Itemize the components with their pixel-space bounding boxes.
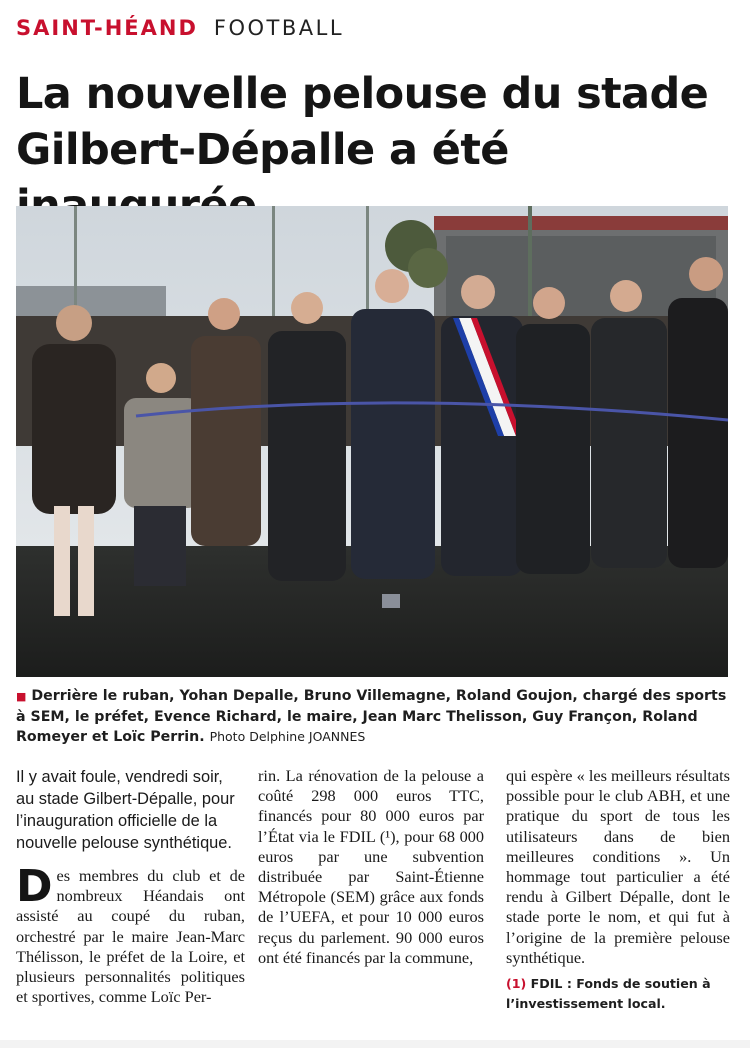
footnote-text: FDIL : Fonds de soutien à l’investissement local. <box>506 976 711 1012</box>
article-photo <box>16 206 728 677</box>
body-col1-text: es membres du club et de nombreux Héandais ont assisté au coupé du ruban, orchestré par le maire Jean-Marc Thélisson, le préfet de la Loire, et plusieurs personnalités politiques et sportives, comme Loïc Per- <box>16 866 245 1007</box>
footnote <box>506 974 730 1014</box>
page-bottom-edge <box>0 1040 750 1048</box>
article-column-3 <box>506 766 730 1014</box>
caption-text: Derrière le ruban, Yohan Depalle, Bruno Villemagne, Roland Goujon, chargé des sports à SEM, le préfet, Evence Richard, le maire, Jean Marc Thelisson, Guy Françon, Roland Romeyer et Loïc Perrin. <box>16 688 727 745</box>
footnote-marker: (1) <box>506 976 527 992</box>
article-headline: La nouvelle pelouse du stade Gilbert-Dépalle a été <box>16 69 709 175</box>
drop-cap: D <box>16 861 53 912</box>
article-lede: Il y avait foule, vendredi soir, au stade Gilbert-Dépalle, pour l’inauguration officielle de la nouvelle pelouse synthétique. <box>16 768 235 852</box>
article-body-col2: rin. La rénovation de la pelouse a coûté 298 000 euros TTC, financés pour 80 000 euros par l’État via le FDIL (¹), pour 68 000 euros par une subvention distribuée par Saint-Étienne Métropole (SEM) grâce aux fonds de l’UEFA, et pour 10 000 euros reçus du parlement. 90 000 euros ont été financés par la commune, <box>258 766 484 967</box>
article-column-1 <box>16 766 245 1007</box>
article-body-col3: qui espère « les meilleurs résultats possible pour le club ABH, et une pratique du sport de tous les utilisateurs dans de bien meilleures conditions ». Un hommage tout particulier a été rendu à Gilbert Dépalle, dont le stade porte le nom, et qui fut à l’origine de la première pelouse synthétique. <box>506 766 730 967</box>
article-body-col1 <box>16 861 245 1007</box>
photo-credit: Photo Delphine JOANNES <box>209 729 366 744</box>
article-rubric <box>16 16 344 44</box>
rubric-city: SAINT-HÉAND <box>16 16 198 40</box>
rubric-section: FOOTBALL <box>213 16 345 40</box>
article-column-2 <box>258 766 484 968</box>
caption-bullet-icon: ■ <box>16 690 27 703</box>
photo-caption <box>16 686 732 747</box>
